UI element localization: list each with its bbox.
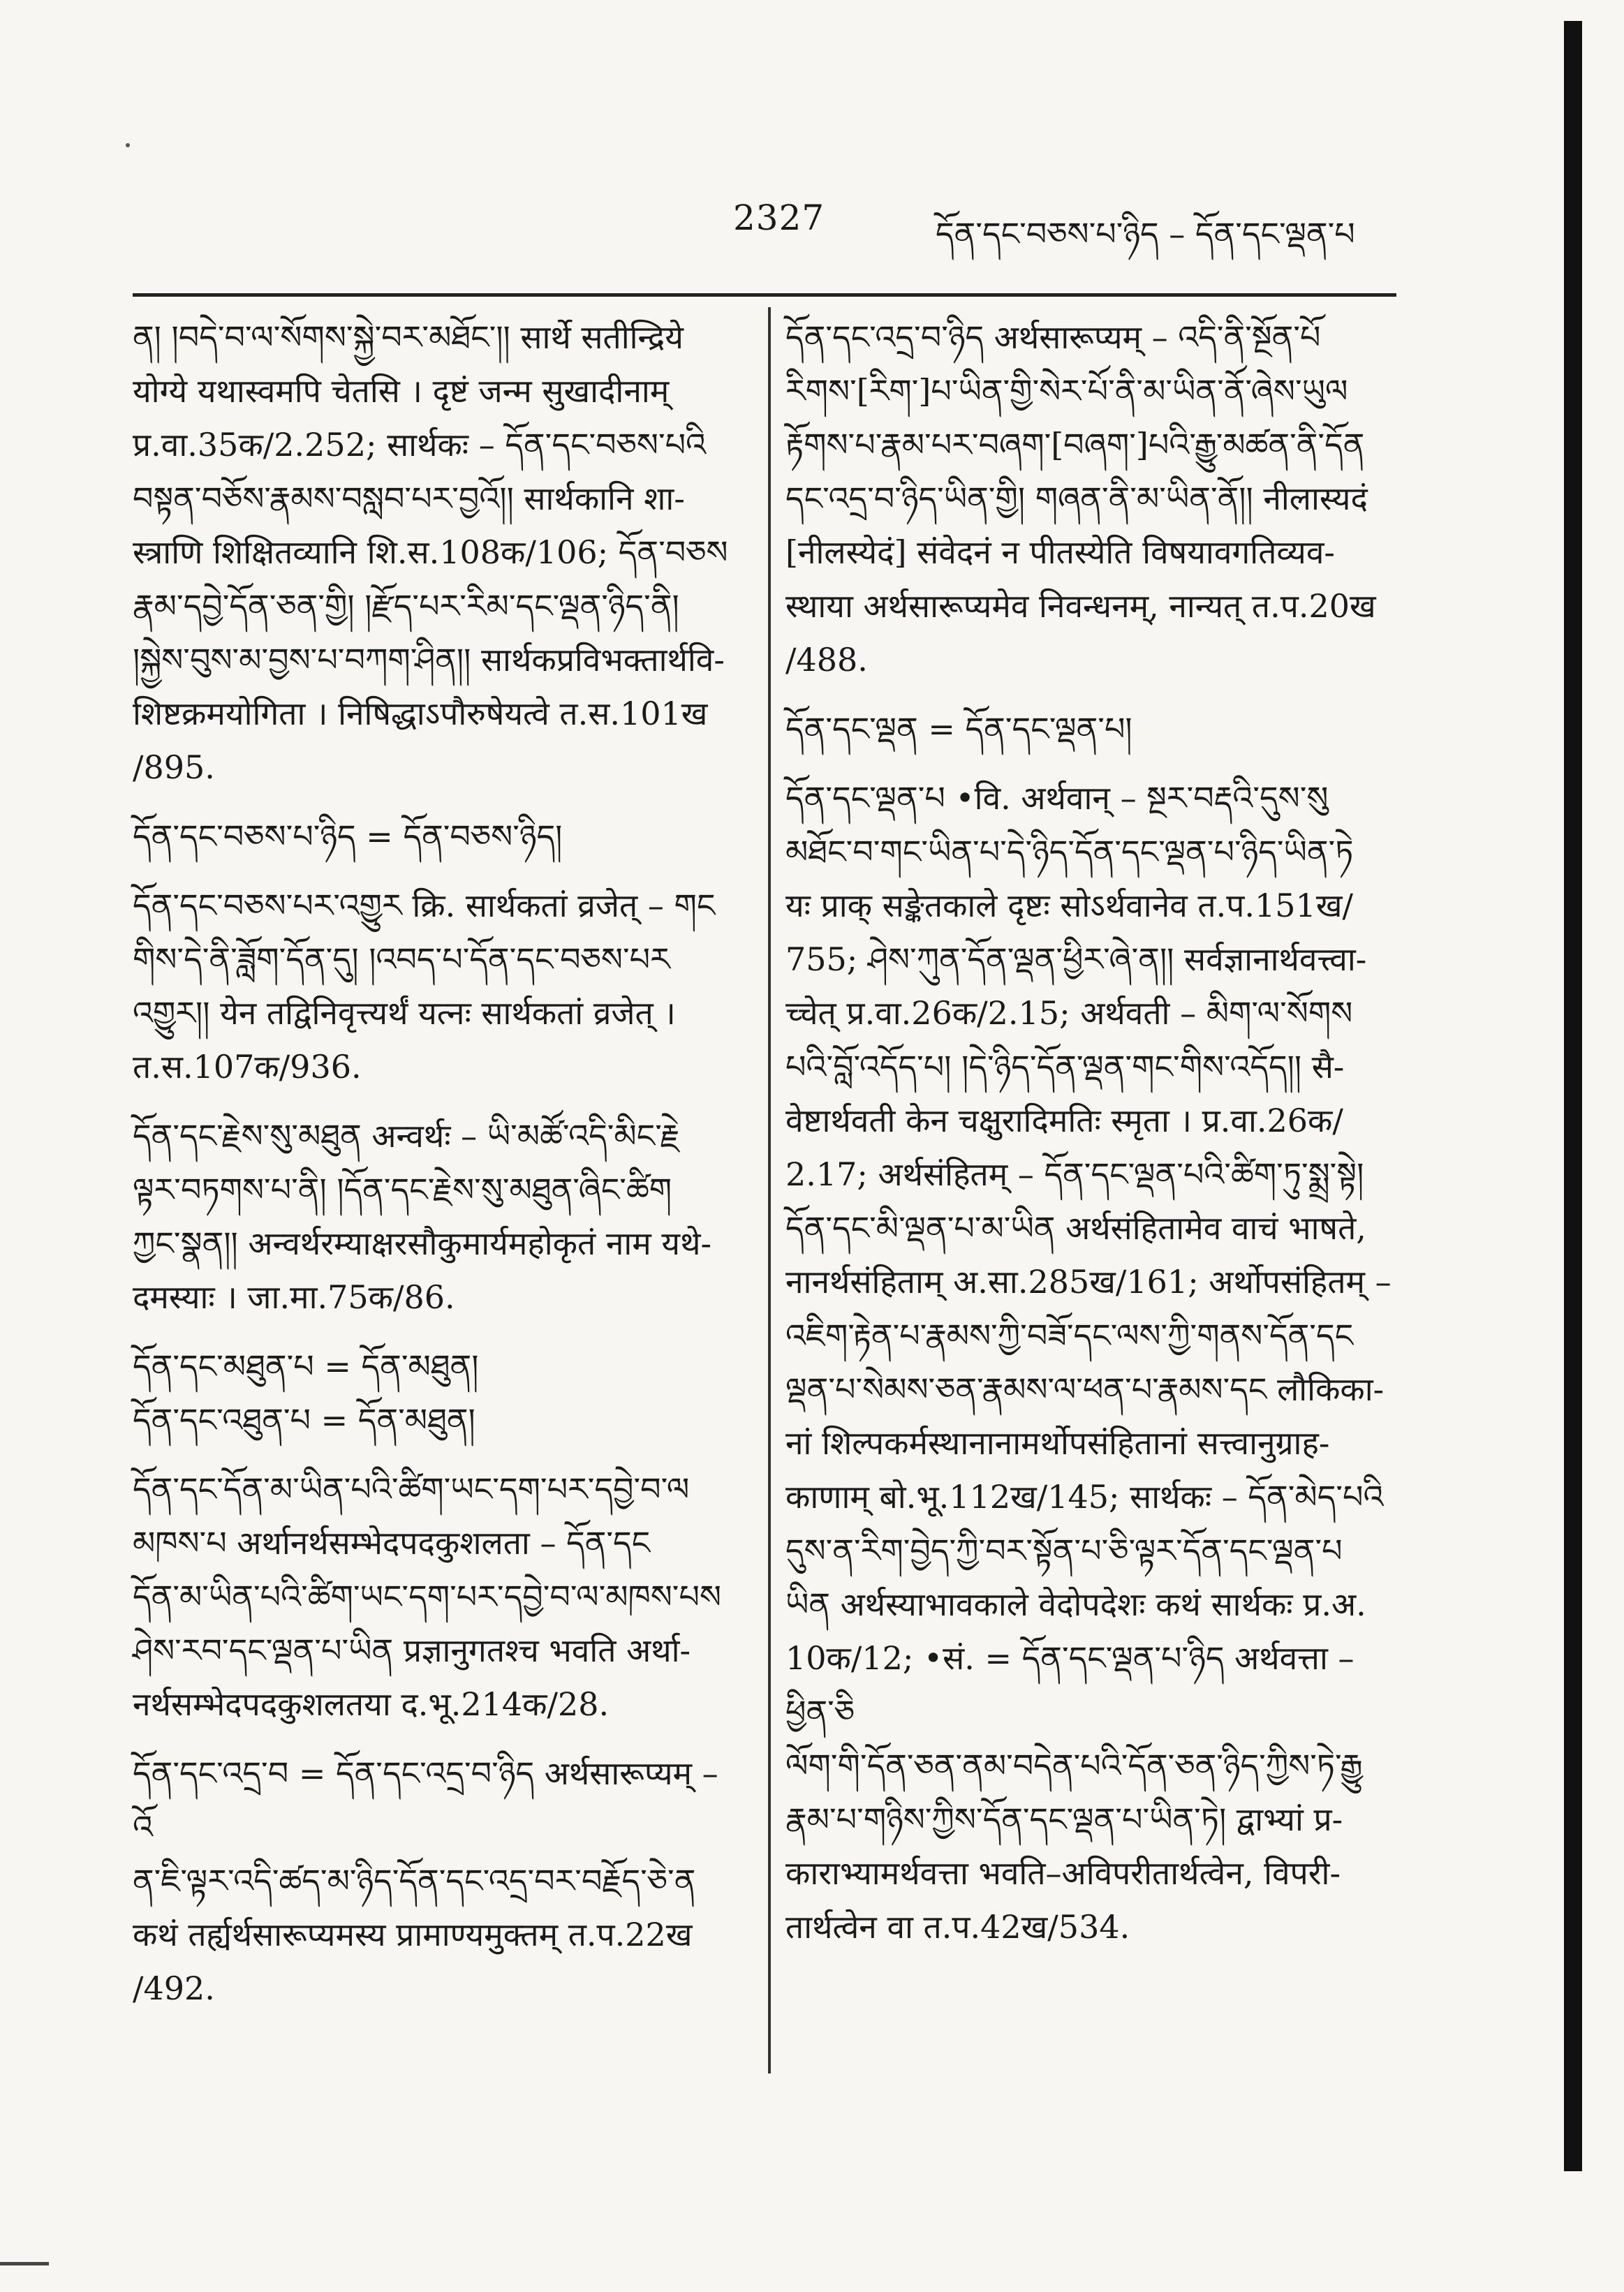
scan-mark — [0, 2262, 49, 2265]
dictionary-entry: དོན་དང་བཅས་པ་ཉིད = དོན་བཅས་ཉིད། — [133, 818, 563, 855]
running-head: དོན་དང་བཅས་པ་ཉིད – དོན་དང་ལྡན་པ — [936, 215, 1355, 253]
scan-speck — [126, 143, 130, 147]
page-edge-bar — [1564, 21, 1582, 2171]
dictionary-entry: དོན་དང་མཐུན་པ = དོན་མཐུན། — [133, 1347, 479, 1385]
page-number: 2327 — [733, 198, 825, 238]
dictionary-entry: དོན་དང་ལྡན = དོན་དང་ལྡན་པ། — [785, 710, 1132, 748]
right-column — [785, 311, 1403, 1969]
dictionary-entry: དོན་དང་འདྲ་བ = དོན་དང་འདྲ་བ་ཉིད अर्थसारूप्यम् – འོ ན་ཇི་ལྟར་འདི་ཚད་མ་ཉིད་དོན་དང་འདྲ་བར་བརྗོད་ཅེ་ན कथं तर्ह्यर्थसारूप्यमस्य प्रामाण्यमुक्तम् त.प.22ख /492. — [133, 1754, 718, 2007]
column-divider — [768, 307, 771, 2073]
dictionary-entry: དོན་དང་ལྡན་པ •वि. अर्थवान् – སྔར་བརྡའི་དུས་སུ མཐོང་བ་གང་ཡིན་པ་དེ་ཉིད་དོན་དང་ལྡན་པ་ཉིད་ཡིན་ཏེ यः प्राक् सङ्केतकाले दृष्टः सोऽर्थवानेव त.प.151ख/ 755; ཤེས་ཀུན་དོན་ལྡན་ཕྱིར་ཞེ་ན།། सर्वज्ञानार्थवत्त्वा- च्चेत् प्र.वा.26क/2.15; अर्थवती – མིག་ལ་སོགས པའི་བློ་འདོད་པ། །དེ་ཉིད་དོན་ལྡན་གང་གིས་འདོད།། सै- वेष्टार्थवती केन चक्षुरादिमतिः स्मृता । प्र.वा.26क/ 2.17; अर्थसंहितम् – དོན་དང་ལྡན་པའི་ཚིག་ཏུ་སྨྲ་སྟེ། དོན་དང་མི་ལྡན་པ་མ་ཡིན अर्थसंहितामेव वाचं भाषते, नानर्थसंहिताम् अ.सा.285ख/161; अर्थोपसंहितम् – འཇིག་རྟེན་པ་རྣམས་ཀྱི་བཟོ་དང་ལས་ཀྱི་གནས་དོན་དང ལྡན་པ་སེམས་ཅན་རྣམས་ལ་ཕན་པ་རྣམས་དང लौकिका- नां शिल्पकर्मस्थानानामर्थोपसंहितानां सत्त्वानुग्राह- काणाम् बो.भू.112ख/145; सार्थकः – དོན་མེད་པའི དུས་ན་རིག་བྱེད་ཀྱི་བར་སྟོན་པ་ཅི་ལྟར་དོན་དང་ལྡན་པ ཡིན अर्थस्याभावकाले वेदोपदेशः कथं सार्थकः प्र.अ. 10क/12; •सं. = དོན་དང་ལྡན་པ་ཉིད अर्थवत्ता – ཕྱིན་ཅི ལོག་གི་དོན་ཅན་ནམ་བདེན་པའི་དོན་ཅན་ཉིད་ཀྱིས་ཏེ་རྒྱུ རྣམ་པ་གཉིས་ཀྱིས་དོན་དང་ལྡན་པ་ཡིན་ཏེ། द्वाभ्यां प्र- काराभ्यामर्थवत्ता भवति–अविपरीतार्थत्वेन, विपरी- तार्थत्वेन वा त.प.42ख/534. — [785, 779, 1392, 1946]
dictionary-entry: དོན་དང་འདྲ་བ་ཉིད अर्थसारूप्यम् – འདི་ནི་སྔོན་པོ རིགས་[རིག་]པ་ཡིན་གྱི་སེར་པོ་ནི་མ་ཡིན་ནོ་ཞེས་ཡུལ རྟོགས་པ་རྣམ་པར་བཞག་[བཞག་]པའི་རྒྱུ་མཚན་ནི་དོན དང་འདྲ་བ་ཉིད་ཡིན་གྱི། གཞན་ནི་མ་ཡིན་ནོ།། नीलास्यदं [नीलस्येदं] संवेदनं न पीतस्येति विषयावगतिव्यव- स्थाया अर्थसारूप्यमेव निवन्धनम्, नान्यत् त.प.20ख /488. — [785, 318, 1376, 679]
dictionary-entry: དོན་དང་དོན་མ་ཡིན་པའི་ཚིག་ཡང་དག་པར་དབྱེ་བ་ལ མཁས་པ अर्थानर्थसम्भेदपदकुशलता – དོན་དང དོན་མ་ཡིན་པའི་ཚིག་ཡང་དག་པར་དབྱེ་བ་ལ་མཁས་པས ཤེས་རབ་དང་ལྡན་པ་ཡིན प्रज्ञानुगतश्च भवति अर्था- नर्थसम्भेदपदकुशलतया द.भू.214क/28. — [133, 1470, 721, 1723]
dictionary-entry: དོན་དང་བཅས་པར་འགྱུར क्रि. सार्थकतां व्रजेत् – གང གིས་དེ་ནི་ཟློག་དོན་དུ། །འབད་པ་དོན་དང་བཅས་པར འགྱུར།། येन तद्विनिवृत्त्यर्थं यत्नः सार्थकतां व्रजेत् । त.स.107क/936. — [133, 887, 716, 1086]
header-rule — [133, 293, 1396, 297]
dictionary-entry: དོན་དང་རྗེས་སུ་མཐུན अन्वर्थः – ཡི་མཚོ་འདི་མིང་རྗེ ལྟར་བཏགས་པ་ནི། །དོན་དང་རྗེས་སུ་མཐུན་ཞིང་ཚིག ཀྱང་སྣན།། अन्वर्थरम्याक्षरसौकुमार्यमहोकृतं नाम यथे- दमस्याः । जा.मा.75क/86. — [133, 1117, 712, 1316]
dictionary-entry: དོན་དང་འཐུན་པ = དོན་མཐུན། — [133, 1401, 475, 1439]
dictionary-entry: ན། །བདེ་བ་ལ་སོགས་སྐྱེ་བར་མཐོང་།། सार्थे सतीन्द्रिये योग्ये यथास्वमपि चेतसि । दृष्टं जन्म सुखादीनाम् प्र.वा.35क/2.252; सार्थकः – དོན་དང་བཅས་པའི བསྟན་བཅོས་རྣམས་བསླབ་པར་བྱའོ།། सार्थकानि शा- स्त्राणि शिक्षितव्यानि शि.स.108क/106; དོན་བཅས རྣམ་དབྱེ་དོན་ཅན་གྱི། །རྫོད་པར་རིམ་དང་ལྡན་ཉིད་ནི། །སྐྱེས་བུས་མ་བྱས་པ་བཀག་ཤིན།། सार्थकप्रविभक्तार्थवि- शिष्टक्रमयोगिता । निषिद्धाऽपौरुषेयत्वे त.स.101ख /895. — [133, 318, 728, 786]
left-column — [133, 311, 747, 2031]
